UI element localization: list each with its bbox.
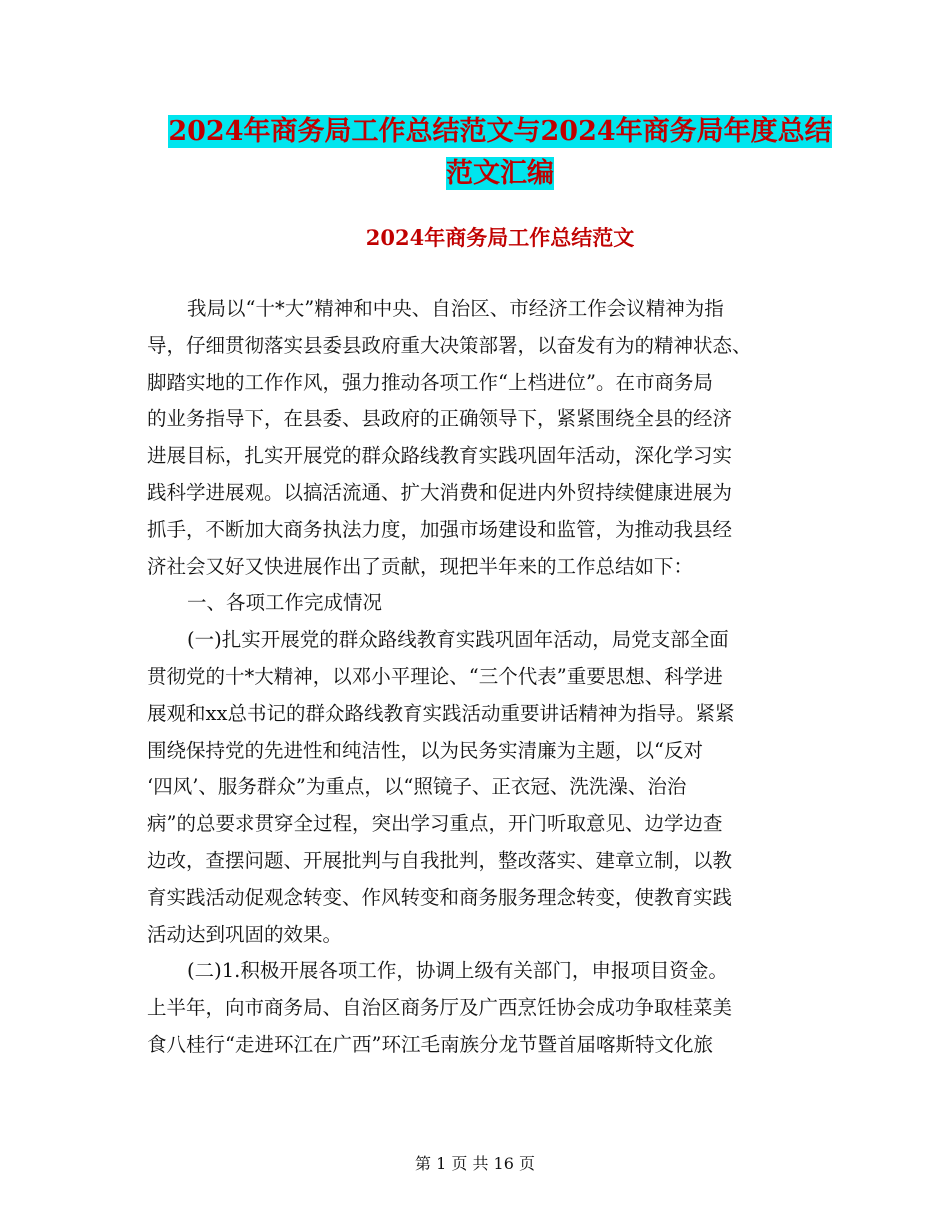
document-title-line-2 [150, 152, 850, 196]
document-title-text-1: 2024年商务局工作总结范文与2024年商务局年度总结 [168, 116, 832, 147]
text-line: 上半年，向市商务局、自治区商务厅及广西烹饪协会成功争取桂菜美 [147, 996, 733, 1020]
text-line: 脚踏实地的工作作风，强力推动各项工作“上档进位”。在市商务局 [147, 370, 713, 394]
text-line: ‘四风’、服务群众”为重点，以“照镜子、正衣冠、洗洗澡、治治 [147, 775, 687, 799]
text-line: 进展目标，扎实开展党的群众路线教育实践巩固年活动，深化学习实 [147, 444, 733, 468]
text-line: 导，仔细贯彻落实县委县政府重大决策部署，以奋发有为的精神状态、 [147, 333, 752, 357]
text-line: 抓手，不断加大商务执法力度，加强市场建设和监管，为推动我县经 [147, 517, 733, 541]
document-title-text-2: 范文汇编 [446, 158, 554, 189]
section-heading: 2024年商务局工作总结范文 [365, 225, 635, 250]
text-line: (一)扎实开展党的群众路线教育实践巩固年活动，局党支部全面 [187, 628, 729, 652]
text-line: 病”的总要求贯穿全过程，突出学习重点，开门听取意见、边学边查 [147, 812, 723, 836]
body-text [147, 291, 807, 1064]
page-number-footer: 第 1 页 共 16 页 [415, 1154, 535, 1173]
text-line: 育实践活动促观念转变、作风转变和商务服务理念转变，使教育实践 [147, 885, 733, 909]
text-line: 围绕保持党的先进性和纯洁性，以为民务实清廉为主题，以“反对 [147, 738, 703, 762]
text-line: 的业务指导下，在县委、县政府的正确领导下，紧紧围绕全县的经济 [147, 407, 733, 431]
document-title-line-1 [150, 110, 850, 154]
text-line: 践科学进展观。以搞活流通、扩大消费和促进内外贸持续健康进展为 [147, 480, 733, 504]
text-line: 活动达到巩固的效果。 [147, 922, 343, 946]
text-line: 济社会又好又快进展作出了贡献，现把半年来的工作总结如下： [147, 554, 694, 578]
text-line: 一、各项工作完成情况 [187, 591, 383, 615]
text-line: 贯彻党的十*大精神，以邓小平理论、“三个代表”重要思想、科学进 [147, 664, 723, 688]
text-line: (二)1.积极开展各项工作，协调上级有关部门，申报项目资金。 [187, 959, 728, 983]
text-line: 展观和xx总书记的群众路线教育实践活动重要讲话精神为指导。紧紧 [147, 701, 735, 725]
text-line: 边改，查摆问题、开展批判与自我批判，整改落实、建章立制，以教 [147, 848, 733, 872]
text-line: 食八桂行“走进环江在广西”环江毛南族分龙节暨首届喀斯特文化旅 [147, 1032, 713, 1056]
text-line: 我局以“十*大”精神和中央、自治区、市经济工作会议精神为指 [187, 297, 724, 320]
